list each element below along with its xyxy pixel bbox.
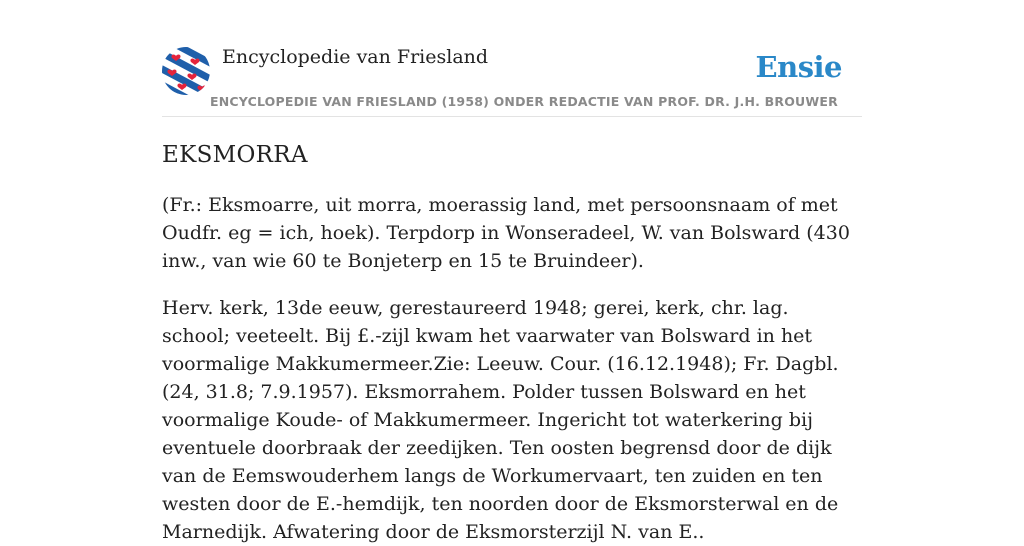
entry-paragraph-1: (Fr.: Eksmoarre, uit morra, moerassig land, met persoonsnaam of met Oudfr. eg = ich, hoek). Terpdorp in Wonseradeel, W. van Bolsward (430 inw., van wie 60 te Bonjeterp en 15 te Bruindeer). xyxy=(162,194,850,272)
site-title[interactable]: Encyclopedie van Friesland xyxy=(222,46,489,68)
entry-title: EKSMORRA xyxy=(162,142,308,168)
entry-paragraph-2: Herv. kerk, 13de eeuw, gerestaureerd 1948; gerei, kerk, chr. lag. school; veeteelt. Bij £.-zijl kwam het vaarwater van Bolsward in het voormalige Makkumermeer.Zie: Leeuw. Cour. (16.12.1948); Fr. Dagbl. (24, 31.8; 7.9.1957). Eksmorrahem. Polder tussen Bolsward en het voormalige Koude- of Makkumermeer. Ingericht tot waterkering bij eventuele doorbraak der zeedijken. Ten oosten begrensd door de dijk van de Eemswouderhem langs de Workumervaart, ten zuiden en ten westen door de E.-hemdijk, ten noorden door de Eksmorsterwal en de Marnedijk. Afwatering door de Eksmorsterzijl N. van E.. xyxy=(162,297,839,543)
ensie-brand-link[interactable]: Ensie xyxy=(755,50,842,84)
site-header xyxy=(162,44,862,117)
frisian-flag-icon[interactable] xyxy=(162,47,210,95)
encyclopedia-subtitle: ENCYCLOPEDIE VAN FRIESLAND (1958) ONDER REDACTIE VAN PROF. DR. J.H. BROUWER xyxy=(210,94,838,109)
article xyxy=(162,138,862,546)
